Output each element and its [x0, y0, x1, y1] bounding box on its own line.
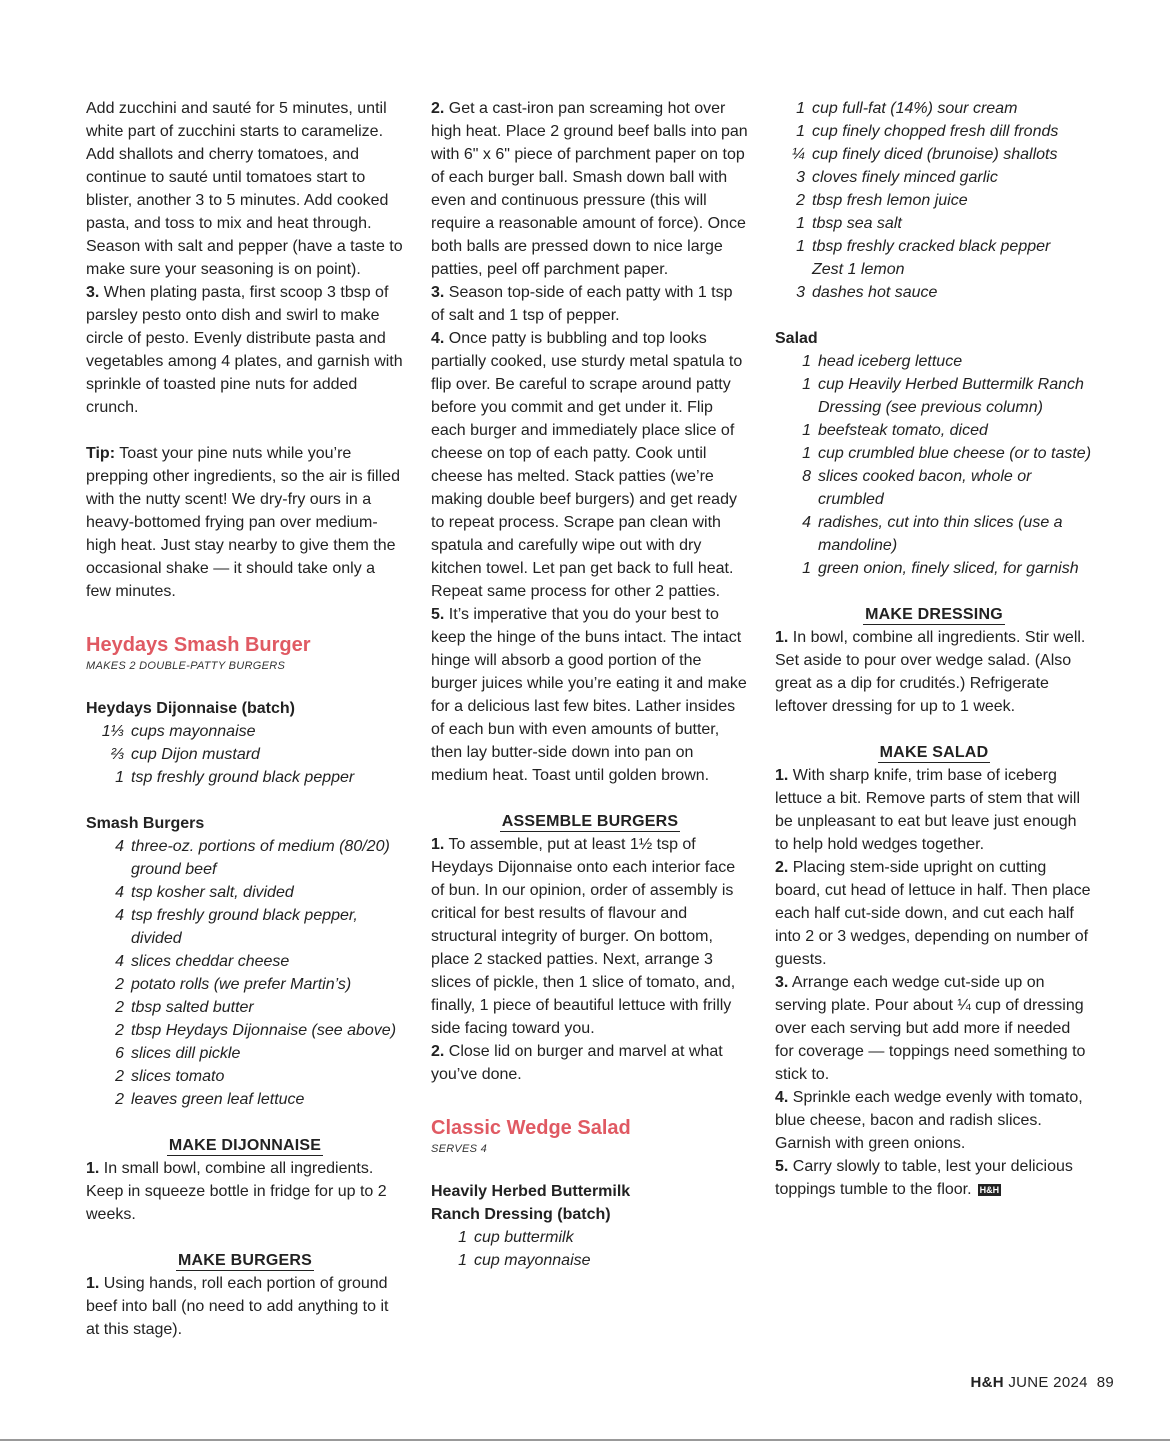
step-number: 1.: [775, 767, 789, 784]
ingredient-text: three-oz. portions of medium (80/20) ground beef: [131, 838, 390, 878]
step-text: Once patty is bubbling and top looks partially cooked, use sturdy metal spatula to flip over. Be careful to scrape around patty before you commit and get under it. Flip each burger and immediately place slice of cheese on top of each patty. Cook until cheese has melted. Stack patties (we’re making double beef burgers) and get ready to repeat process. Scrape pan clean with spatula and carefully wipe out with dry kitchen towel. Let pan get back to full heat. Repeat same process for other 2 patties.: [431, 330, 743, 600]
ingredient-quantity: 4: [115, 884, 124, 901]
smash-burger-ingredient-list: [86, 835, 404, 1111]
step-number: 4.: [775, 1089, 789, 1106]
ingredient-item: [775, 373, 1093, 419]
ingredient-quantity: 2: [115, 976, 124, 993]
ingredient-text: radishes, cut into thin slices (use a mandoline): [818, 514, 1063, 554]
ingredient-item: [775, 258, 1093, 281]
ingredient-text: tsp freshly ground black pepper, divided: [131, 907, 358, 947]
ingredient-text: beefsteak tomato, diced: [818, 422, 988, 439]
ingredient-item: [775, 350, 1093, 373]
ingredient-quantity: 1: [458, 1252, 467, 1269]
salad-step-3: [775, 971, 1093, 1086]
ingredient-item: [775, 166, 1093, 189]
burger-step-2: [431, 97, 749, 281]
tip-paragraph: [86, 442, 404, 603]
ingredient-text: head iceberg lettuce: [818, 353, 963, 370]
ingredient-item: [431, 1226, 749, 1249]
ingredient-item: [775, 419, 1093, 442]
dijonnaise-ingredient-list: [86, 720, 404, 789]
ingredient-item: [775, 120, 1093, 143]
pasta-step-3: [86, 281, 404, 419]
ingredient-item: [775, 235, 1093, 258]
burger-step-5: [431, 603, 749, 787]
ingredient-quantity: 4: [115, 953, 124, 970]
ingredient-text: cup finely diced (brunoise) shallots: [812, 146, 1058, 163]
ingredient-quantity: 2: [115, 1022, 124, 1039]
step-text: Placing stem-side upright on cutting board, cut head of lettuce in half. Then place each half cut-side down, and cut each half into 2 or 3 wedges, depending on number of guests.: [775, 859, 1091, 968]
ingredient-group-heading: Smash Burgers: [86, 815, 205, 832]
folio-issue: JUNE 2024: [1008, 1374, 1088, 1391]
ingredient-quantity: 4: [802, 514, 811, 531]
ingredient-item: [86, 1019, 404, 1042]
step-number: 1.: [431, 836, 445, 853]
ingredient-quantity: 3: [796, 284, 805, 301]
ingredient-text: tsp freshly ground black pepper: [131, 769, 355, 786]
ingredient-item: [775, 281, 1093, 304]
ingredient-item: [775, 189, 1093, 212]
ingredient-item: [775, 511, 1093, 557]
ingredient-text: tbsp salted butter: [131, 999, 254, 1016]
ingredient-text: cup Dijon mustard: [131, 746, 260, 763]
section-heading: MAKE BURGERS: [178, 1252, 312, 1269]
ingredient-text: cup finely chopped fresh dill fronds: [812, 123, 1059, 140]
folio-brand: H&H: [970, 1374, 1004, 1391]
step-text: Get a cast-iron pan screaming hot over high heat. Place 2 ground beef balls into pan with 6" x 6" piece of parchment paper on top of each burger ball. Smash down ball with even and continuous pressure (this will require a reasonable amount of force). Once both balls are pressed down to nice large patties, peel off parchment paper.: [431, 100, 748, 278]
ingredient-item: [775, 97, 1093, 120]
ingredient-text: Zest 1 lemon: [812, 261, 905, 278]
ingredient-item: [775, 442, 1093, 465]
column-2: [431, 97, 749, 1272]
ingredient-text: slices cheddar cheese: [131, 953, 290, 970]
ingredient-quantity: 1: [802, 353, 811, 370]
ingredient-item: [86, 904, 404, 950]
ingredient-quantity: 1: [458, 1229, 467, 1246]
ingredient-item: [86, 996, 404, 1019]
step-text: To assemble, put at least 1½ tsp of Heydays Dijonnaise onto each interior face of bun. In our opinion, order of assembly is critical for best results of flavour and structural integrity of burger. On bottom, place 2 stacked patties. Next, arrange 3 slices of pickle, then 1 slice of tomato, and, finally, 1 piece of beautiful lettuce with frilly side facing toward you.: [431, 836, 736, 1037]
step-text: Season top-side of each patty with 1 tsp of salt and 1 tsp of pepper.: [431, 284, 733, 324]
step-text: Using hands, roll each portion of ground beef into ball (no need to add anything to it at this stage).: [86, 1275, 389, 1338]
step-number: 2.: [431, 100, 445, 117]
ingredient-text: tsp kosher salt, divided: [131, 884, 294, 901]
ingredient-quantity: 1: [802, 445, 811, 462]
salad-step-5: [775, 1155, 1093, 1201]
step-text: Carry slowly to table, lest your delicious toppings tumble to the floor.: [775, 1158, 1073, 1198]
section-heading: MAKE SALAD: [879, 744, 989, 761]
step-number: 1.: [86, 1275, 100, 1292]
step-text: In bowl, combine all ingredients. Stir well. Set aside to pour over wedge salad. (Also great as a dip for crudités.) Refrigerate leftover dressing for up to 1 week.: [775, 629, 1086, 715]
ingredient-text: dashes hot sauce: [812, 284, 938, 301]
step-number: 2.: [431, 1043, 445, 1060]
ingredient-item: [86, 766, 404, 789]
ingredient-text: leaves green leaf lettuce: [131, 1091, 305, 1108]
ingredient-quantity: ⅔: [110, 746, 124, 763]
ingredient-quantity: 2: [115, 999, 124, 1016]
step-text: Sprinkle each wedge evenly with tomato, blue cheese, bacon and radish slices. Garnish with green onions.: [775, 1089, 1083, 1152]
salad-step-2: [775, 856, 1093, 971]
intro-paragraph: Add zucchini and sauté for 5 minutes, until white part of zucchini starts to caramelize. Add shallots and cherry tomatoes, and continue to sauté until tomatoes start to blister, another 3 to 5 minutes. Add cooked pasta, and toss to mix and heat through. Season with salt and pepper (have a taste to make sure your seasoning is on point).: [86, 100, 403, 278]
step-number: 1.: [86, 1160, 100, 1177]
ingredient-text: potato rolls (we prefer Martin’s): [131, 976, 352, 993]
tip-label: Tip:: [86, 445, 116, 462]
ingredient-item: [86, 743, 404, 766]
section-heading: MAKE DRESSING: [865, 606, 1003, 623]
ingredient-text: cup mayonnaise: [474, 1252, 591, 1269]
ingredient-text: tbsp freshly cracked black pepper: [812, 238, 1051, 255]
ingredient-item: [775, 465, 1093, 511]
ingredient-quantity: [775, 258, 812, 281]
ingredient-quantity: 1: [802, 560, 811, 577]
section-heading: MAKE DIJONNAISE: [168, 1137, 322, 1154]
step-number: 3.: [86, 284, 100, 301]
ingredient-item: [775, 143, 1093, 166]
step-number: 1.: [775, 629, 789, 646]
ingredient-quantity: 2: [115, 1091, 124, 1108]
salad-step-1: [775, 764, 1093, 856]
ingredient-quantity: ¼: [791, 146, 805, 163]
ingredient-quantity: 6: [115, 1045, 124, 1062]
ingredient-item: [86, 720, 404, 743]
recipe-title-salad: Classic Wedge Salad: [431, 1117, 631, 1139]
ingredient-quantity: 1⅓: [101, 723, 124, 740]
ingredient-item: [86, 1088, 404, 1111]
ingredient-text: slices cooked bacon, whole or crumbled: [818, 468, 1032, 508]
recipe-yield-salad: SERVES 4: [431, 1143, 488, 1155]
salad-step-4: [775, 1086, 1093, 1155]
ingredient-item: [86, 835, 404, 881]
step-number: 5.: [431, 606, 445, 623]
column-3: [775, 97, 1093, 1201]
ingredient-text: cup buttermilk: [474, 1229, 574, 1246]
ingredient-item: [775, 212, 1093, 235]
ingredient-text: tbsp sea salt: [812, 215, 902, 232]
ingredient-text: cup crumbled blue cheese (or to taste): [818, 445, 1092, 462]
ingredient-item: [86, 1065, 404, 1088]
ingredient-item: [86, 973, 404, 996]
section-heading: ASSEMBLE BURGERS: [501, 813, 679, 830]
burger-step-1: [86, 1272, 404, 1341]
ingredient-item: [86, 950, 404, 973]
page-number: 89: [1096, 1374, 1114, 1391]
ingredient-group-heading: Salad: [775, 330, 818, 347]
ingredient-quantity: 8: [802, 468, 811, 485]
ingredient-text: slices dill pickle: [131, 1045, 241, 1062]
assemble-step-1: [431, 833, 749, 1040]
step-text: It’s imperative that you do your best to keep the hinge of the buns intact. The intact hinge will absorb a good portion of the burger juices while you’re eating it and make for a delicious last few bites. Lather insides of each bun with even amounts of butter, then lay butter-side down into pan on medium heat. Toast until golden brown.: [431, 606, 747, 784]
step-text: With sharp knife, trim base of iceberg lettuce a bit. Remove parts of stem that will be unpleasant to eat but leave just enough to help hold wedges together.: [775, 767, 1081, 853]
ingredient-item: [86, 881, 404, 904]
ranch-ingredient-list: [431, 1226, 749, 1272]
ingredient-quantity: 1: [115, 769, 124, 786]
step-number: 2.: [775, 859, 789, 876]
ingredient-quantity: 1: [796, 123, 805, 140]
ingredient-text: tbsp Heydays Dijonnaise (see above): [131, 1022, 397, 1039]
ingredient-text: tbsp fresh lemon juice: [812, 192, 968, 209]
step-text: In small bowl, combine all ingredients. Keep in squeeze bottle in fridge for up to 2 weeks.: [86, 1160, 387, 1223]
ingredient-text: cups mayonnaise: [131, 723, 256, 740]
ingredient-quantity: 3: [796, 169, 805, 186]
ingredient-item: [775, 557, 1093, 580]
ingredient-item: [431, 1249, 749, 1272]
step-number: 3.: [775, 974, 789, 991]
page-folio: [970, 1373, 1114, 1393]
step-text: Arrange each wedge cut-side up on serving plate. Pour about ¼ cup of dressing over each serving but add more if needed for coverage — toppings need something to stick to.: [775, 974, 1086, 1083]
ingredient-text: cup Heavily Herbed Buttermilk Ranch Dressing (see previous column): [818, 376, 1084, 416]
step-number: 5.: [775, 1158, 789, 1175]
assemble-step-2: [431, 1040, 749, 1086]
step-text: Close lid on burger and marvel at what you’ve done.: [431, 1043, 723, 1083]
ingredient-group-heading: Heavily Herbed Buttermilk: [431, 1183, 631, 1200]
step-number: 3.: [431, 284, 445, 301]
ingredient-text: slices tomato: [131, 1068, 225, 1085]
burger-step-3: [431, 281, 749, 327]
burger-step-4: [431, 327, 749, 603]
salad-ingredient-list: [775, 350, 1093, 580]
ingredient-quantity: 2: [115, 1068, 124, 1085]
step-text: When plating pasta, first scoop 3 tbsp of parsley pesto onto dish and swirl to make circle of pesto. Evenly distribute pasta and vegetables among 4 plates, and garnish with sprinkle of toasted pine nuts for added crunch.: [86, 284, 403, 416]
ingredient-item: [86, 1042, 404, 1065]
recipe-yield-burger: MAKES 2 DOUBLE-PATTY BURGERS: [86, 660, 286, 672]
ingredient-quantity: 1: [802, 376, 811, 393]
ingredient-quantity: 1: [796, 100, 805, 117]
ingredient-quantity: 1: [796, 238, 805, 255]
ingredient-quantity: 4: [115, 907, 124, 924]
recipe-title-burger: Heydays Smash Burger: [86, 634, 311, 656]
ingredient-quantity: 1: [802, 422, 811, 439]
ranch-ingredient-list-continued: [775, 97, 1093, 304]
dressing-step-1: [775, 626, 1093, 718]
ingredient-group-heading: Heydays Dijonnaise (batch): [86, 700, 295, 717]
ingredient-group-heading: Ranch Dressing (batch): [431, 1206, 611, 1223]
ingredient-quantity: 4: [115, 838, 124, 855]
end-mark-logo: H&H: [979, 1185, 1000, 1195]
ingredient-text: cloves finely minced garlic: [812, 169, 998, 186]
ingredient-quantity: 1: [796, 215, 805, 232]
dijonnaise-step-1: [86, 1157, 404, 1226]
ingredient-quantity: 2: [796, 192, 805, 209]
column-1: [86, 97, 404, 1341]
step-number: 4.: [431, 330, 445, 347]
ingredient-text: cup full-fat (14%) sour cream: [812, 100, 1018, 117]
ingredient-text: green onion, finely sliced, for garnish: [818, 560, 1079, 577]
tip-text: Toast your pine nuts while you’re prepping other ingredients, so the air is filled with the nutty scent! We dry-fry ours in a heavy-bottomed frying pan over medium-high heat. Just stay nearby to give them the occasional shake — it should take only a few minutes.: [86, 445, 400, 600]
